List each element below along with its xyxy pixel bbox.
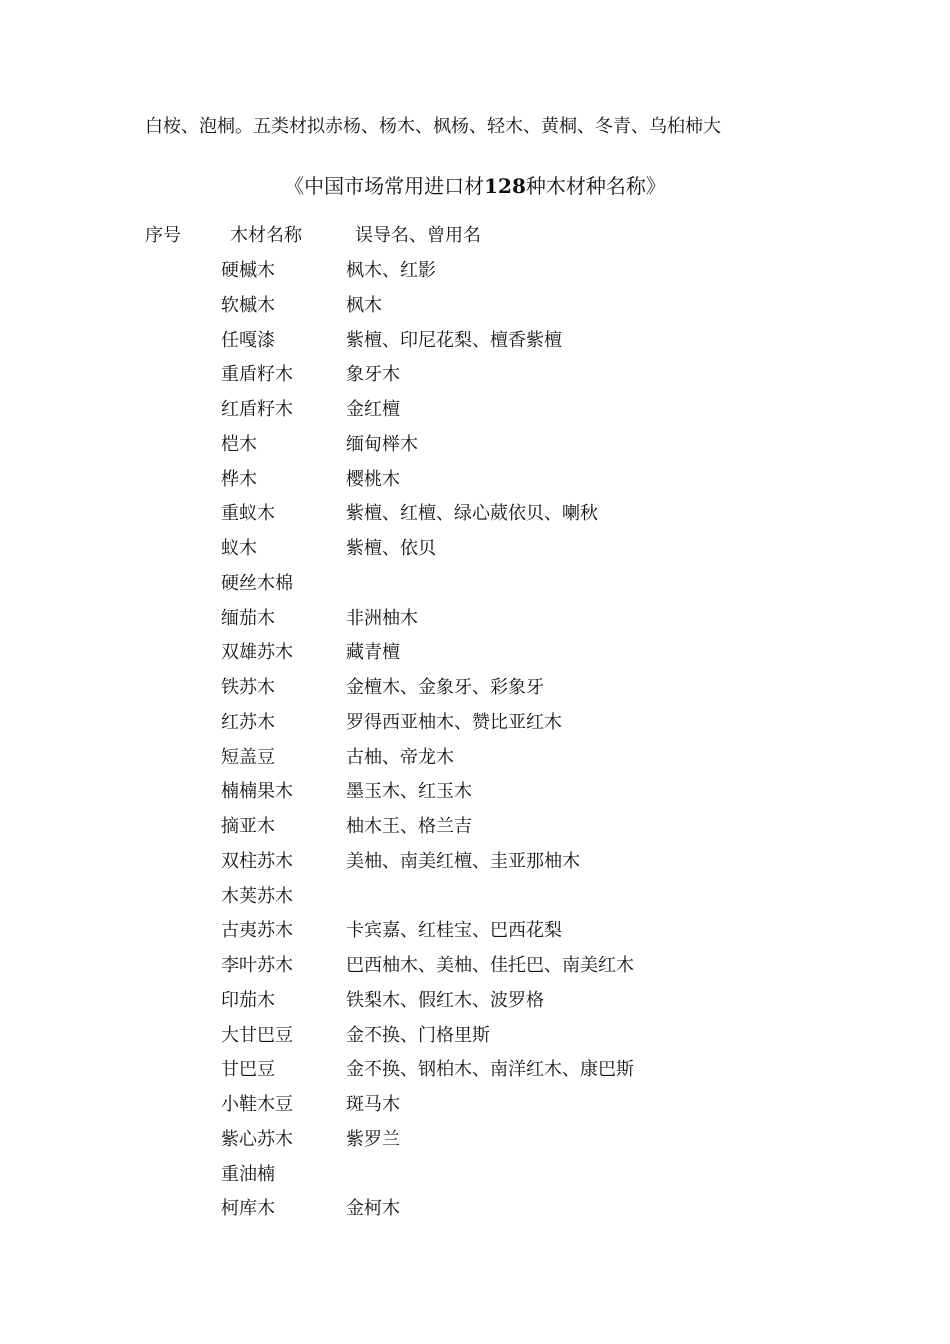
wood-name: 铁苏木 (221, 677, 275, 698)
wood-name: 木荚苏木 (221, 885, 293, 907)
table-row (0, 744, 950, 779)
wood-name: 重盾籽木 (221, 364, 293, 386)
header-alias: 误导名、曾用名 (355, 225, 481, 246)
document-title (0, 170, 950, 202)
wood-alias: 樱桃木 (346, 468, 400, 490)
title-suffix: 种木材种名称》 (525, 174, 666, 198)
table-row (0, 500, 950, 535)
table-row (0, 848, 950, 883)
wood-alias: 金红檀 (346, 399, 400, 420)
table-row (0, 327, 950, 362)
wood-name: 任嘎漆 (221, 329, 275, 351)
table-row (0, 917, 950, 952)
wood-alias: 铁梨木、假红木、波罗格 (346, 989, 544, 1011)
wood-alias: 卡宾嘉、红桂宝、巴西花梨 (346, 920, 562, 942)
table-row (0, 1022, 950, 1057)
wood-alias: 古柚、帝龙木 (346, 746, 454, 768)
wood-name: 双雄苏木 (221, 642, 293, 664)
wood-alias: 巴西柚木、美柚、佳托巴、南美红木 (346, 955, 634, 976)
table-row (0, 674, 950, 709)
wood-name: 蚁木 (221, 538, 257, 559)
table-row (0, 1056, 950, 1091)
wood-name: 硬丝木棉 (221, 572, 293, 594)
wood-name: 摘亚木 (221, 816, 275, 837)
table-row (0, 1126, 950, 1161)
table-row (0, 257, 950, 292)
table-row (0, 813, 950, 848)
table-row (0, 361, 950, 396)
header-name: 木材名称 (230, 225, 302, 246)
wood-name: 红苏木 (221, 711, 275, 733)
wood-name: 软槭木 (221, 294, 275, 316)
table-row (0, 987, 950, 1022)
wood-name: 楠楠果木 (221, 781, 293, 803)
wood-alias: 非洲柚木 (346, 607, 418, 629)
table-row (0, 466, 950, 501)
wood-name: 双柱苏木 (221, 850, 293, 872)
wood-name: 重油楠 (221, 1163, 275, 1185)
table-row (0, 952, 950, 987)
wood-alias: 枫木 (346, 294, 382, 316)
wood-name: 印茄木 (221, 989, 275, 1011)
wood-name: 古夷苏木 (221, 920, 293, 942)
wood-name: 紫心苏木 (221, 1128, 293, 1150)
title-number: 128 (484, 174, 526, 198)
wood-alias: 美柚、南美红檀、圭亚那柚木 (346, 850, 580, 872)
wood-name: 李叶苏木 (221, 955, 293, 976)
wood-alias: 紫檀、印尼花梨、檀香紫檀 (346, 329, 562, 351)
table-row (0, 883, 950, 918)
wood-name: 硬槭木 (221, 260, 275, 281)
table-row (0, 1195, 950, 1230)
wood-alias: 紫罗兰 (346, 1128, 400, 1150)
wood-alias: 紫檀、红檀、绿心葳依贝、喇秋 (346, 503, 598, 525)
wood-name: 红盾籽木 (221, 399, 293, 420)
table-row (0, 570, 950, 605)
table-row (0, 396, 950, 431)
wood-name: 缅茄木 (221, 607, 275, 629)
wood-name: 桤木 (221, 433, 257, 455)
table-row (0, 605, 950, 640)
table-body (0, 257, 950, 1230)
table-row (0, 431, 950, 466)
wood-alias: 缅甸榉木 (346, 433, 418, 455)
table-row (0, 1091, 950, 1126)
wood-name: 短盖豆 (221, 746, 275, 768)
wood-alias: 藏青檀 (346, 642, 400, 664)
wood-alias: 金不换、钢柏木、南洋红木、康巴斯 (346, 1059, 634, 1081)
wood-alias: 斑马木 (346, 1094, 400, 1115)
intro-line: 白桉、泡桐。五类材拟赤杨、杨木、枫杨、轻木、黄桐、冬青、乌桕柿大 (145, 116, 721, 137)
wood-name: 柯库木 (221, 1198, 275, 1220)
header-no: 序号 (145, 225, 181, 246)
wood-name: 桦木 (221, 468, 257, 490)
table-row (0, 1161, 950, 1196)
table-row (0, 778, 950, 813)
wood-name: 大甘巴豆 (221, 1024, 293, 1046)
wood-alias: 金檀木、金象牙、彩象牙 (346, 677, 544, 698)
wood-alias: 墨玉木、红玉木 (346, 781, 472, 803)
table-row (0, 639, 950, 674)
wood-name: 重蚁木 (221, 503, 275, 525)
table-header (0, 222, 950, 250)
wood-alias: 象牙木 (346, 364, 400, 386)
wood-alias: 枫木、红影 (346, 260, 436, 281)
table-row (0, 709, 950, 744)
table-row (0, 292, 950, 327)
title-prefix: 《中国市场常用进口材 (284, 174, 485, 198)
wood-alias: 金不换、门格里斯 (346, 1024, 490, 1046)
wood-name: 小鞋木豆 (221, 1094, 293, 1115)
table-row (0, 535, 950, 570)
wood-name: 甘巴豆 (221, 1059, 275, 1081)
wood-alias: 金柯木 (346, 1198, 400, 1220)
wood-alias: 紫檀、依贝 (346, 538, 436, 559)
wood-alias: 柚木王、格兰吉 (346, 816, 472, 837)
wood-alias: 罗得西亚柚木、赞比亚红木 (346, 711, 562, 733)
